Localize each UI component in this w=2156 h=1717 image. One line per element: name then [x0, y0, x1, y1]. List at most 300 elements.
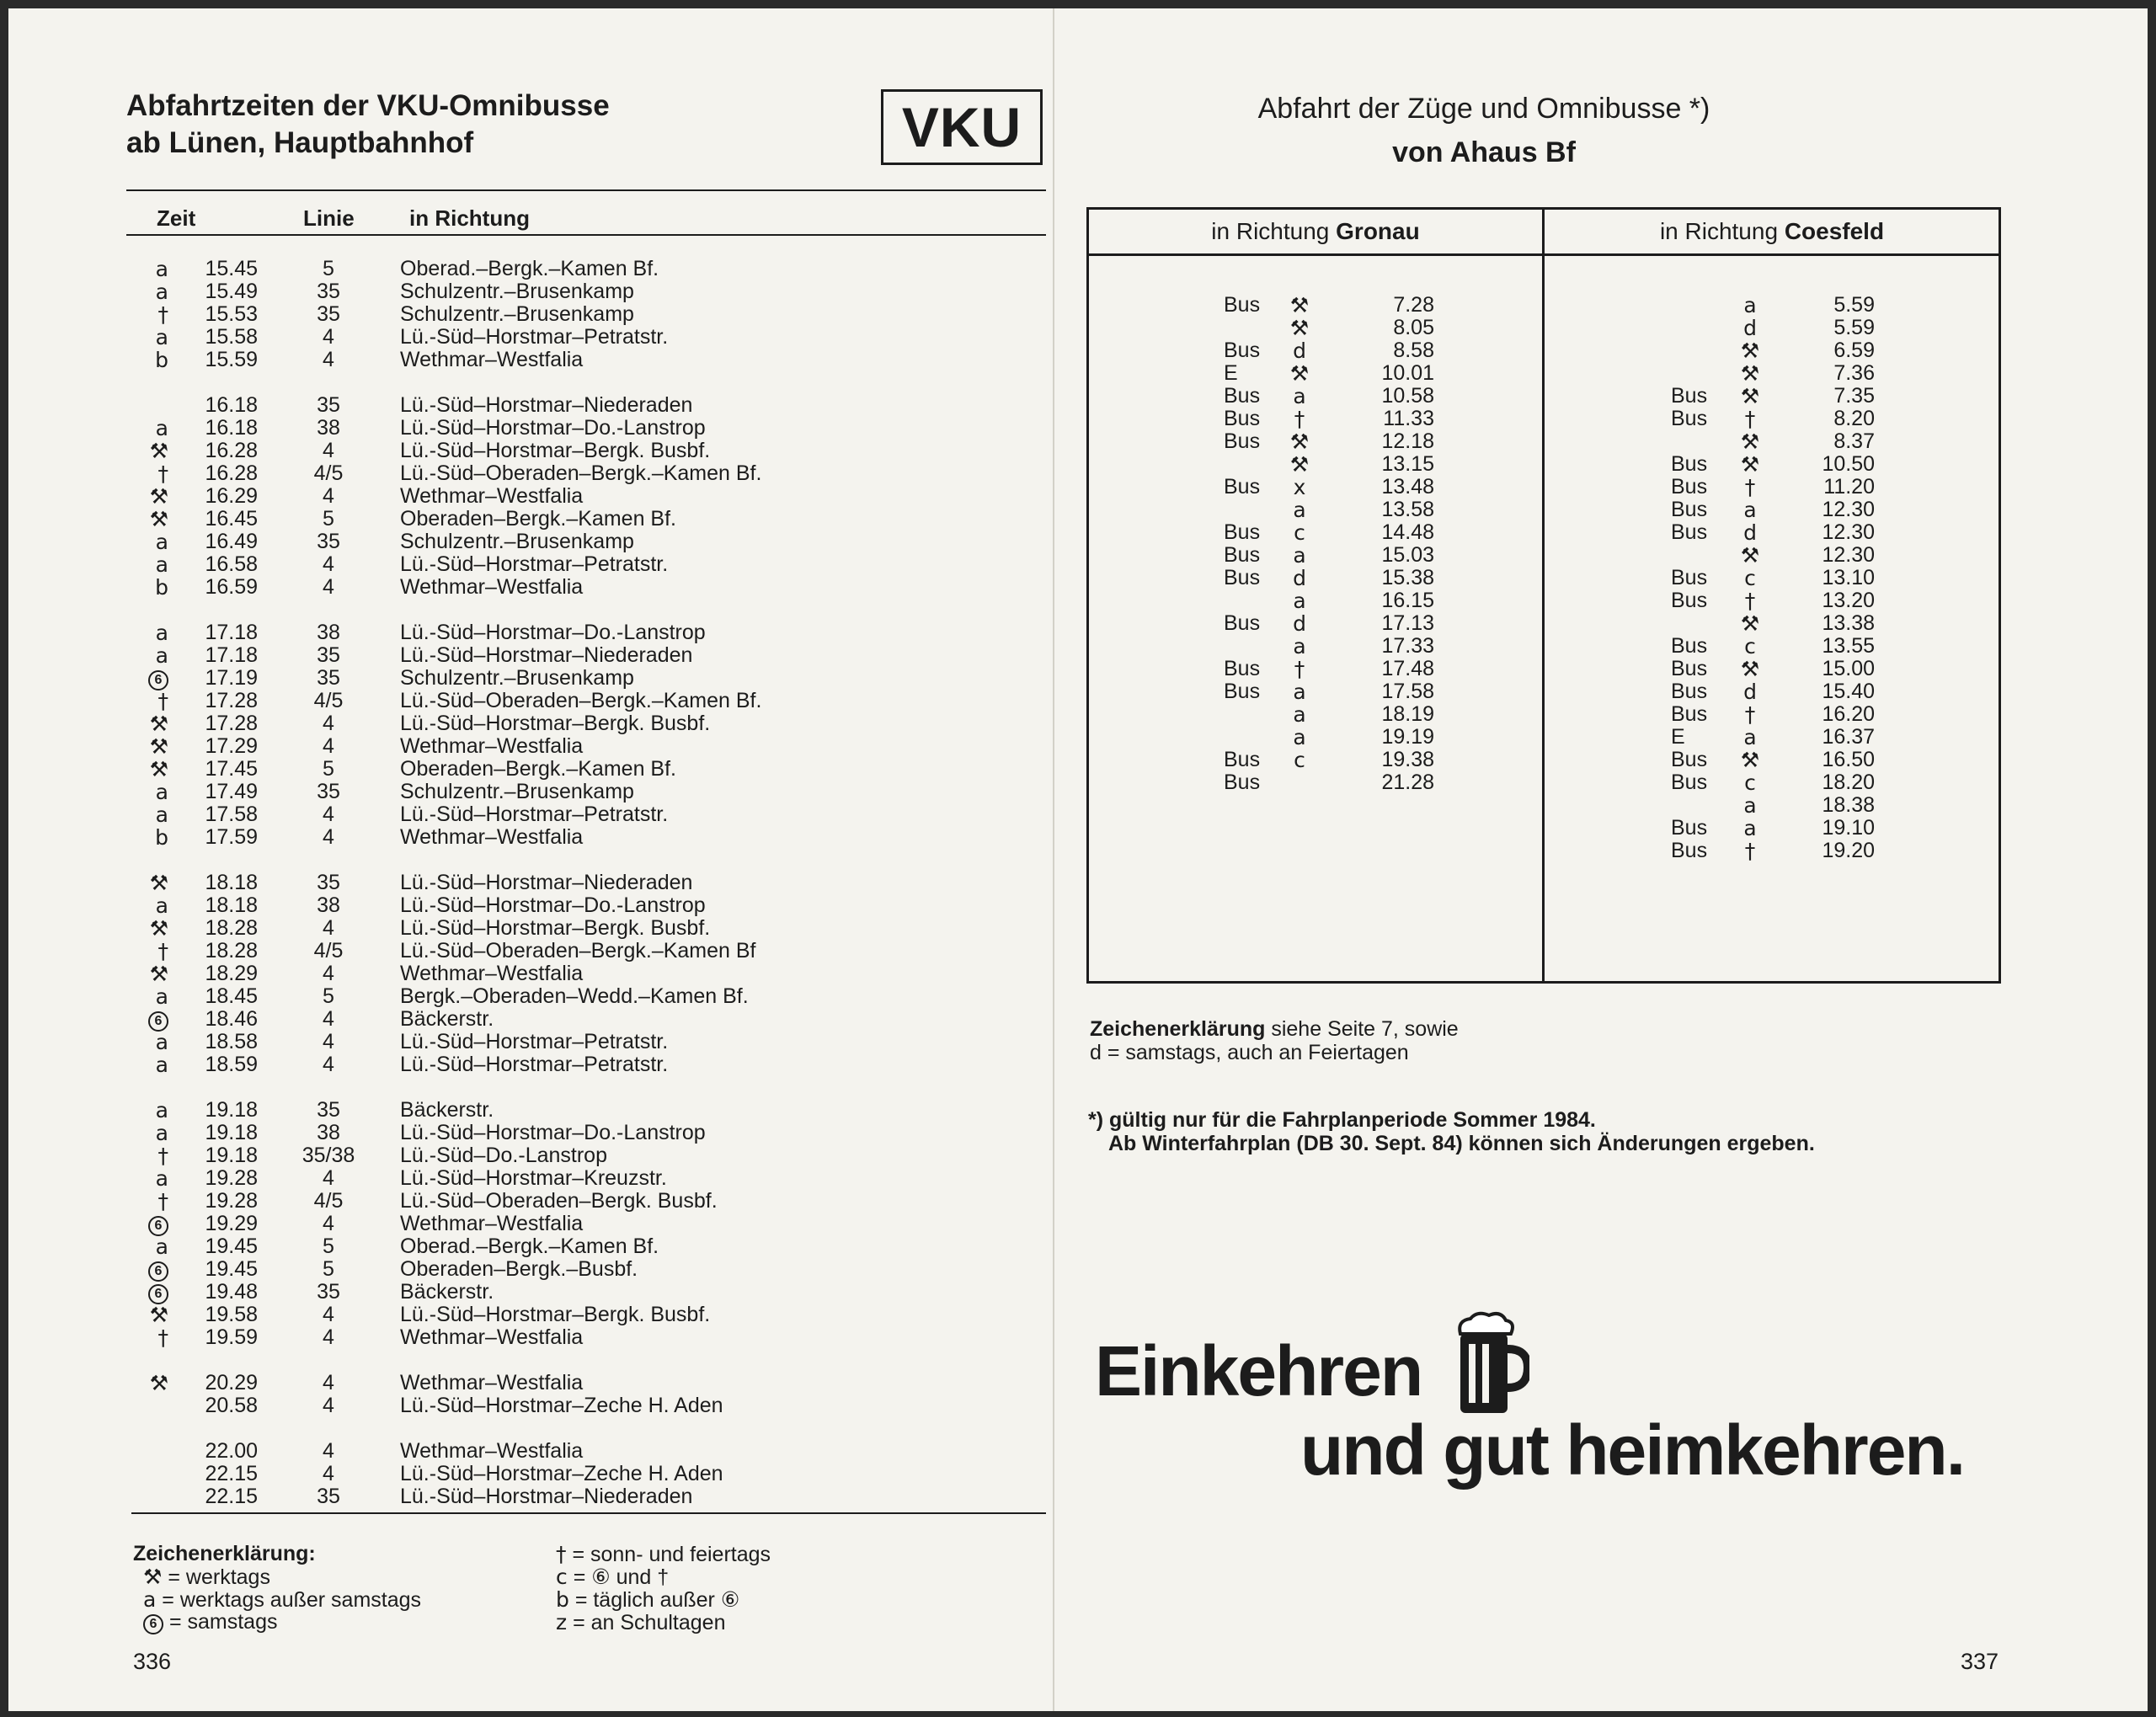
day-code: [1733, 749, 1767, 772]
departure-line: 4/5: [313, 939, 344, 962]
day-code: a: [155, 893, 168, 918]
timetable-row: [1545, 499, 1999, 521]
day-code-letter: a: [1743, 816, 1757, 840]
day-code: [1283, 726, 1316, 749]
departure-destination: Lü.-Süd–Horstmar–Zeche H. Aden: [400, 1462, 723, 1485]
hammer-pick-icon: ⚒: [149, 871, 168, 895]
departure-row: [126, 962, 969, 985]
day-code: [1733, 680, 1767, 704]
hammer-pick-icon: ⚒: [143, 1565, 163, 1589]
cross-icon: †: [157, 461, 168, 486]
transport-kind: Bus: [1671, 384, 1708, 408]
timetable-row: [1089, 408, 1544, 430]
day-code: a: [155, 803, 168, 827]
departure-destination: Wethmar–Westfalia: [400, 734, 584, 758]
timetable-row: [1545, 430, 1999, 453]
departure-row: [126, 826, 969, 849]
day-code: [1283, 453, 1316, 477]
col-header-coesfeld-prefix: in Richtung: [1659, 218, 1785, 244]
hammer-pick-icon: ⚒: [149, 734, 168, 759]
departure-time: 18.19: [1381, 702, 1434, 726]
timetable-row: [1545, 362, 1999, 385]
transport-kind: Bus: [1671, 566, 1708, 589]
departure-symbol: [126, 1213, 168, 1236]
day-code-letter: a: [1293, 543, 1306, 568]
transport-kind: Bus: [1671, 748, 1708, 771]
departure-time: 12.30: [1822, 520, 1875, 544]
hammer-pick-icon: ⚒: [149, 1371, 168, 1395]
day-code-letter: a: [1293, 702, 1306, 727]
departure-time: 15.45: [205, 257, 258, 280]
departure-time: 5.59: [1833, 293, 1875, 317]
departure-time: 8.58: [1393, 339, 1434, 362]
timetable-row: [1089, 703, 1544, 726]
departure-symbol: [126, 690, 168, 713]
timetable-row: [1545, 680, 1999, 703]
departure-symbol: [126, 917, 168, 941]
departure-row: [126, 1053, 969, 1076]
departure-time: 17.28: [205, 689, 258, 712]
departure-time: 13.55: [1822, 634, 1875, 658]
departure-line: 4: [323, 484, 334, 508]
timetable-row: [1545, 589, 1999, 612]
departure-row: [126, 1122, 969, 1144]
day-code-letter: c: [1294, 748, 1305, 772]
departure-line: 35: [317, 302, 340, 326]
departure-row: [126, 576, 969, 599]
day-code: [1283, 339, 1316, 363]
transport-kind: Bus: [1224, 680, 1261, 703]
departure-symbol: [126, 576, 168, 600]
transport-kind: Bus: [1224, 475, 1261, 499]
timetable-row: [1545, 635, 1999, 658]
departure-symbol: [126, 1144, 168, 1168]
departure-time: 7.35: [1833, 384, 1875, 408]
departure-time: 19.28: [205, 1189, 258, 1213]
day-code: 6: [148, 1216, 168, 1236]
departure-destination: Bäckerstr.: [400, 1280, 494, 1304]
departure-row: [126, 1463, 969, 1485]
day-code: [1733, 544, 1767, 568]
day-code: a: [155, 1166, 168, 1191]
transport-kind: Bus: [1671, 452, 1708, 476]
departure-time: 17.18: [205, 643, 258, 667]
departure-destination: Oberad.–Bergk.–Kamen Bf.: [400, 257, 659, 280]
departure-row: [126, 553, 969, 576]
departure-time: 17.19: [205, 666, 258, 690]
day-code: [1733, 658, 1767, 681]
departure-line: 38: [317, 893, 340, 917]
departure-line: 35: [317, 1280, 340, 1304]
legend-text: = sonn- und feiertags: [566, 1543, 771, 1566]
departure-time: 18.28: [205, 939, 258, 962]
departure-time: 16.45: [205, 507, 258, 531]
departure-row: [126, 712, 969, 735]
departure-symbol: [126, 1326, 168, 1350]
cross-icon: †: [157, 302, 168, 327]
departure-destination: Lü.-Süd–Horstmar–Petratstr.: [400, 552, 669, 576]
departure-line: 35: [317, 1485, 340, 1508]
day-code: 6: [148, 1011, 168, 1032]
day-code: 6: [148, 1284, 168, 1304]
departure-symbol: [126, 1099, 168, 1122]
day-code: [1733, 385, 1767, 408]
departure-time: 22.00: [205, 1439, 258, 1463]
departure-symbol: [126, 735, 168, 759]
departure-line: 4: [323, 552, 334, 576]
departure-line: 4: [323, 962, 334, 985]
right-page: [1054, 8, 2148, 1711]
departure-time: 8.20: [1833, 407, 1875, 430]
departure-symbol: [126, 712, 168, 736]
departure-symbol: [126, 349, 168, 372]
departure-time: 7.36: [1833, 361, 1875, 385]
day-code-letter: c: [1294, 520, 1305, 545]
departure-time: 18.18: [205, 871, 258, 894]
departure-time: 18.59: [205, 1053, 258, 1076]
departure-time: 16.50: [1822, 748, 1875, 771]
departure-destination: Wethmar–Westfalia: [400, 962, 584, 985]
day-code: [1733, 840, 1767, 863]
day-code: [1283, 589, 1316, 613]
footnote-line1: *) gültig nur für die Fahrplanperiode Sommer 1984.: [1088, 1108, 1596, 1132]
legend-item: [143, 1565, 270, 1589]
departure-time: 10.50: [1822, 452, 1875, 476]
left-page: [8, 8, 1053, 1711]
departure-time: 12.30: [1822, 543, 1875, 567]
departure-line: 4: [323, 1325, 334, 1349]
departure-symbol: [126, 1235, 168, 1259]
day-code: [1733, 476, 1767, 499]
legend-title: Zeichenerklärung:: [133, 1542, 316, 1565]
departure-time: 17.18: [205, 621, 258, 644]
day-code: a: [155, 530, 168, 554]
timetable-row: [1089, 567, 1544, 589]
departure-destination: Lü.-Süd–Oberaden–Bergk.–Kamen Bf.: [400, 689, 762, 712]
departure-row: [126, 326, 969, 349]
departure-line: 35: [317, 643, 340, 667]
departure-symbol: [126, 644, 168, 668]
day-code-letter: d: [1293, 566, 1306, 590]
departure-line: 4: [323, 803, 334, 826]
departure-symbol: [126, 962, 168, 986]
col-header-gronau-prefix: in Richtung: [1211, 218, 1337, 244]
day-code: 6: [148, 1261, 168, 1282]
departure-time: 16.37: [1822, 725, 1875, 749]
departure-row: [126, 508, 969, 531]
departure-row: [126, 985, 969, 1008]
departure-row: [126, 462, 969, 485]
day-code: [1283, 430, 1316, 454]
col-header-coesfeld: [1545, 218, 1999, 245]
departure-destination: Oberaden–Bergk.–Kamen Bf.: [400, 757, 676, 781]
legend-item: [143, 1611, 277, 1634]
day-code: [1733, 703, 1767, 727]
departure-symbol: [126, 826, 168, 850]
day-code: [1283, 635, 1316, 659]
legend-text: = täglich außer ⑥: [568, 1588, 740, 1612]
departure-destination: Bergk.–Oberaden–Wedd.–Kamen Bf.: [400, 984, 749, 1008]
departure-row: [126, 440, 969, 462]
departure-time: 11.20: [1823, 475, 1875, 499]
departure-time: 8.37: [1833, 429, 1875, 453]
departure-line: 5: [323, 757, 334, 781]
page-title: [126, 88, 699, 162]
title-line-1: Abfahrtzeiten der VKU-Omnibusse: [126, 89, 610, 122]
departure-destination: Wethmar–Westfalia: [400, 575, 584, 599]
departure-time: 19.18: [205, 1144, 258, 1167]
timetable-row: [1089, 589, 1544, 612]
page-subtitle: von Ahaus Bf: [1392, 136, 1576, 168]
departure-destination: Wethmar–Westfalia: [400, 1371, 584, 1394]
legend-item: [143, 1588, 421, 1612]
day-code: [1733, 589, 1767, 613]
day-code: [1733, 794, 1767, 818]
day-code-letter: d: [1743, 316, 1757, 340]
timetable-row: [1089, 749, 1544, 771]
day-code: a: [155, 1053, 168, 1077]
departure-destination: Lü.-Süd–Horstmar–Petratstr.: [400, 1053, 669, 1076]
departure-line: 35: [317, 666, 340, 690]
departure-time: 17.13: [1381, 611, 1434, 635]
legend-text: = werktags außer samstags: [156, 1588, 422, 1612]
cross-icon: †: [157, 939, 168, 963]
timetable-row: [1089, 612, 1544, 635]
departure-time: 17.28: [205, 712, 258, 735]
timetable-row: [1545, 840, 1999, 862]
timetable-row: [1089, 521, 1544, 544]
departure-time: 19.59: [205, 1325, 258, 1349]
departure-symbol: [126, 303, 168, 327]
departure-time: 13.15: [1381, 452, 1434, 476]
departure-time: 19.38: [1381, 748, 1434, 771]
departure-symbol: [126, 258, 168, 281]
departure-time: 16.15: [1381, 589, 1434, 612]
timetable-row: [1089, 658, 1544, 680]
day-code: a: [155, 1098, 168, 1122]
departure-row: [126, 940, 969, 962]
timetable-row: [1545, 408, 1999, 430]
departure-time: 6.59: [1833, 339, 1875, 362]
transport-kind: Bus: [1671, 657, 1708, 680]
departure-row: [126, 803, 969, 826]
departure-symbol: [126, 326, 168, 349]
departure-destination: Wethmar–Westfalia: [400, 484, 584, 508]
departure-row: [126, 917, 969, 940]
day-code: [1733, 635, 1767, 659]
legend-note-line2: d = samstags, auch an Feiertagen: [1090, 1041, 1409, 1064]
hammer-pick-icon: ⚒: [149, 962, 168, 986]
departure-line: 35: [317, 780, 340, 803]
departure-destination: Oberad.–Bergk.–Kamen Bf.: [400, 1234, 659, 1258]
departure-row: [126, 394, 969, 417]
cross-icon: †: [1744, 839, 1756, 863]
departure-row: [126, 485, 969, 508]
departure-destination: Lü.-Süd–Horstmar–Petratstr.: [400, 1030, 669, 1053]
departure-destination: Lü.-Süd–Horstmar–Niederaden: [400, 871, 693, 894]
departure-symbol: [126, 1281, 168, 1304]
departure-time: 5.59: [1833, 316, 1875, 339]
legend-text: = an Schultagen: [567, 1611, 726, 1634]
departure-symbol: [126, 667, 168, 691]
hammer-pick-icon: ⚒: [1289, 452, 1310, 477]
day-code: b: [155, 575, 168, 600]
day-code: [1283, 317, 1316, 340]
day-code-letter: d: [1293, 339, 1306, 363]
day-code-letter: a: [1293, 725, 1306, 749]
departure-symbol: [126, 417, 168, 440]
departure-time: 18.20: [1822, 771, 1875, 794]
transport-kind: Bus: [1671, 475, 1708, 499]
cross-icon: †: [157, 1144, 168, 1168]
departure-row: [126, 1326, 969, 1349]
departure-row: [126, 667, 969, 690]
departure-time: 12.30: [1822, 498, 1875, 521]
departure-line: 4: [323, 1303, 334, 1326]
departure-row: [126, 1008, 969, 1031]
departure-time: 17.29: [205, 734, 258, 758]
departure-symbol: [126, 872, 168, 895]
transport-kind: Bus: [1671, 498, 1708, 521]
departure-symbol: [126, 462, 168, 486]
departure-symbol: [126, 508, 168, 531]
day-code: a: [155, 780, 168, 804]
timetable-row: [1545, 544, 1999, 567]
departure-time: 19.20: [1822, 839, 1875, 862]
departure-time: 15.00: [1822, 657, 1875, 680]
departure-time: 17.45: [205, 757, 258, 781]
day-code: [1733, 817, 1767, 840]
timetable-row: [1545, 385, 1999, 408]
timetable-row: [1545, 453, 1999, 476]
timetable-row: [1545, 521, 1999, 544]
day-code: b: [155, 825, 168, 850]
departure-time: 18.18: [205, 893, 258, 917]
legend-item: [556, 1611, 725, 1634]
transport-kind: Bus: [1224, 566, 1261, 589]
timetable-row: [1545, 658, 1999, 680]
departure-row: [126, 644, 969, 667]
timetable-row: [1089, 680, 1544, 703]
cross-icon: †: [556, 1542, 567, 1566]
transport-kind: Bus: [1224, 611, 1261, 635]
departure-symbol: [126, 1258, 168, 1282]
departure-row: [126, 349, 969, 371]
departure-line: 4/5: [313, 461, 344, 485]
departure-line: 5: [323, 984, 334, 1008]
footnote-line2: Ab Winterfahrplan (DB 30. Sept. 84) können sich Änderungen ergeben.: [1108, 1132, 1815, 1155]
departure-time: 22.15: [205, 1485, 258, 1508]
departure-time: 13.20: [1822, 589, 1875, 612]
departure-row: [126, 1235, 969, 1258]
day-code: [1283, 703, 1316, 727]
departure-time: 18.29: [205, 962, 258, 985]
legend-item: [556, 1588, 739, 1612]
transport-kind: E: [1224, 361, 1238, 385]
timetable-row: [1089, 771, 1544, 794]
transport-kind: Bus: [1671, 589, 1708, 612]
day-code: [1733, 612, 1767, 636]
day-code: [1283, 567, 1316, 590]
timetable-row: [1545, 294, 1999, 317]
departure-time: 19.28: [205, 1166, 258, 1190]
timetable-row: [1089, 635, 1544, 658]
departure-symbol: [126, 1167, 168, 1191]
departure-row: [126, 621, 969, 644]
departure-row: [126, 1144, 969, 1167]
hammer-pick-icon: ⚒: [149, 757, 168, 781]
departure-time: 17.33: [1381, 634, 1434, 658]
departure-line: 38: [317, 416, 340, 440]
day-code: [1733, 362, 1767, 386]
timetable-row: [1089, 362, 1544, 385]
transport-kind: Bus: [1671, 771, 1708, 794]
timetable-row: [1089, 499, 1544, 521]
day-code-letter: x: [1293, 475, 1306, 499]
cross-icon: †: [1294, 407, 1305, 431]
day-code: a: [155, 552, 168, 577]
departure-time: 19.10: [1822, 816, 1875, 840]
departure-row: [126, 1190, 969, 1213]
hammer-pick-icon: ⚒: [149, 439, 168, 463]
timetable-row: [1089, 476, 1544, 499]
departure-destination: Schulzentr.–Brusenkamp: [400, 530, 634, 553]
departure-time: 18.28: [205, 916, 258, 940]
departure-row: [126, 735, 969, 758]
departure-destination: Lü.-Süd–Horstmar–Do.-Lanstrop: [400, 1121, 706, 1144]
day-code: [1283, 408, 1316, 431]
legend-symbol: b: [556, 1587, 569, 1612]
departure-time: 18.45: [205, 984, 258, 1008]
timetable-row: [1545, 726, 1999, 749]
departure-time: 17.48: [1381, 657, 1434, 680]
day-code: [1283, 362, 1316, 386]
departure-time: 22.15: [205, 1462, 258, 1485]
departure-time: 12.18: [1381, 429, 1434, 453]
departure-symbol: [126, 940, 168, 963]
departure-line: 4: [323, 439, 334, 462]
day-code-letter: d: [1743, 680, 1757, 704]
departure-row: [126, 1304, 969, 1326]
departure-symbol: [126, 1053, 168, 1077]
cross-icon: †: [1294, 657, 1305, 681]
transport-kind: Bus: [1224, 657, 1261, 680]
departure-line: 4: [323, 1439, 334, 1463]
departure-time: 10.01: [1381, 361, 1434, 385]
departure-symbol: [126, 1122, 168, 1145]
departure-row: [126, 1372, 969, 1394]
hammer-pick-icon: ⚒: [1740, 748, 1760, 772]
col-header-gronau: [1089, 218, 1542, 245]
hammer-pick-icon: ⚒: [1740, 339, 1760, 363]
departure-time: 15.38: [1381, 566, 1434, 589]
page-number: 337: [1961, 1649, 1999, 1674]
hammer-pick-icon: ⚒: [1289, 429, 1310, 454]
departure-time: 10.58: [1381, 384, 1434, 408]
departure-symbol: [126, 1372, 168, 1395]
departure-row: [126, 1485, 969, 1508]
day-code: [1733, 317, 1767, 340]
day-code: a: [155, 416, 168, 440]
departure-destination: Lü.-Süd–Oberaden–Bergk.–Kamen Bf: [400, 939, 756, 962]
departure-symbol: [126, 440, 168, 463]
departure-symbol: [126, 985, 168, 1009]
day-code: [1733, 521, 1767, 545]
legend-symbol: c: [556, 1565, 568, 1589]
departure-time: 16.20: [1822, 702, 1875, 726]
departure-time: 14.48: [1381, 520, 1434, 544]
transport-kind: Bus: [1671, 407, 1708, 430]
